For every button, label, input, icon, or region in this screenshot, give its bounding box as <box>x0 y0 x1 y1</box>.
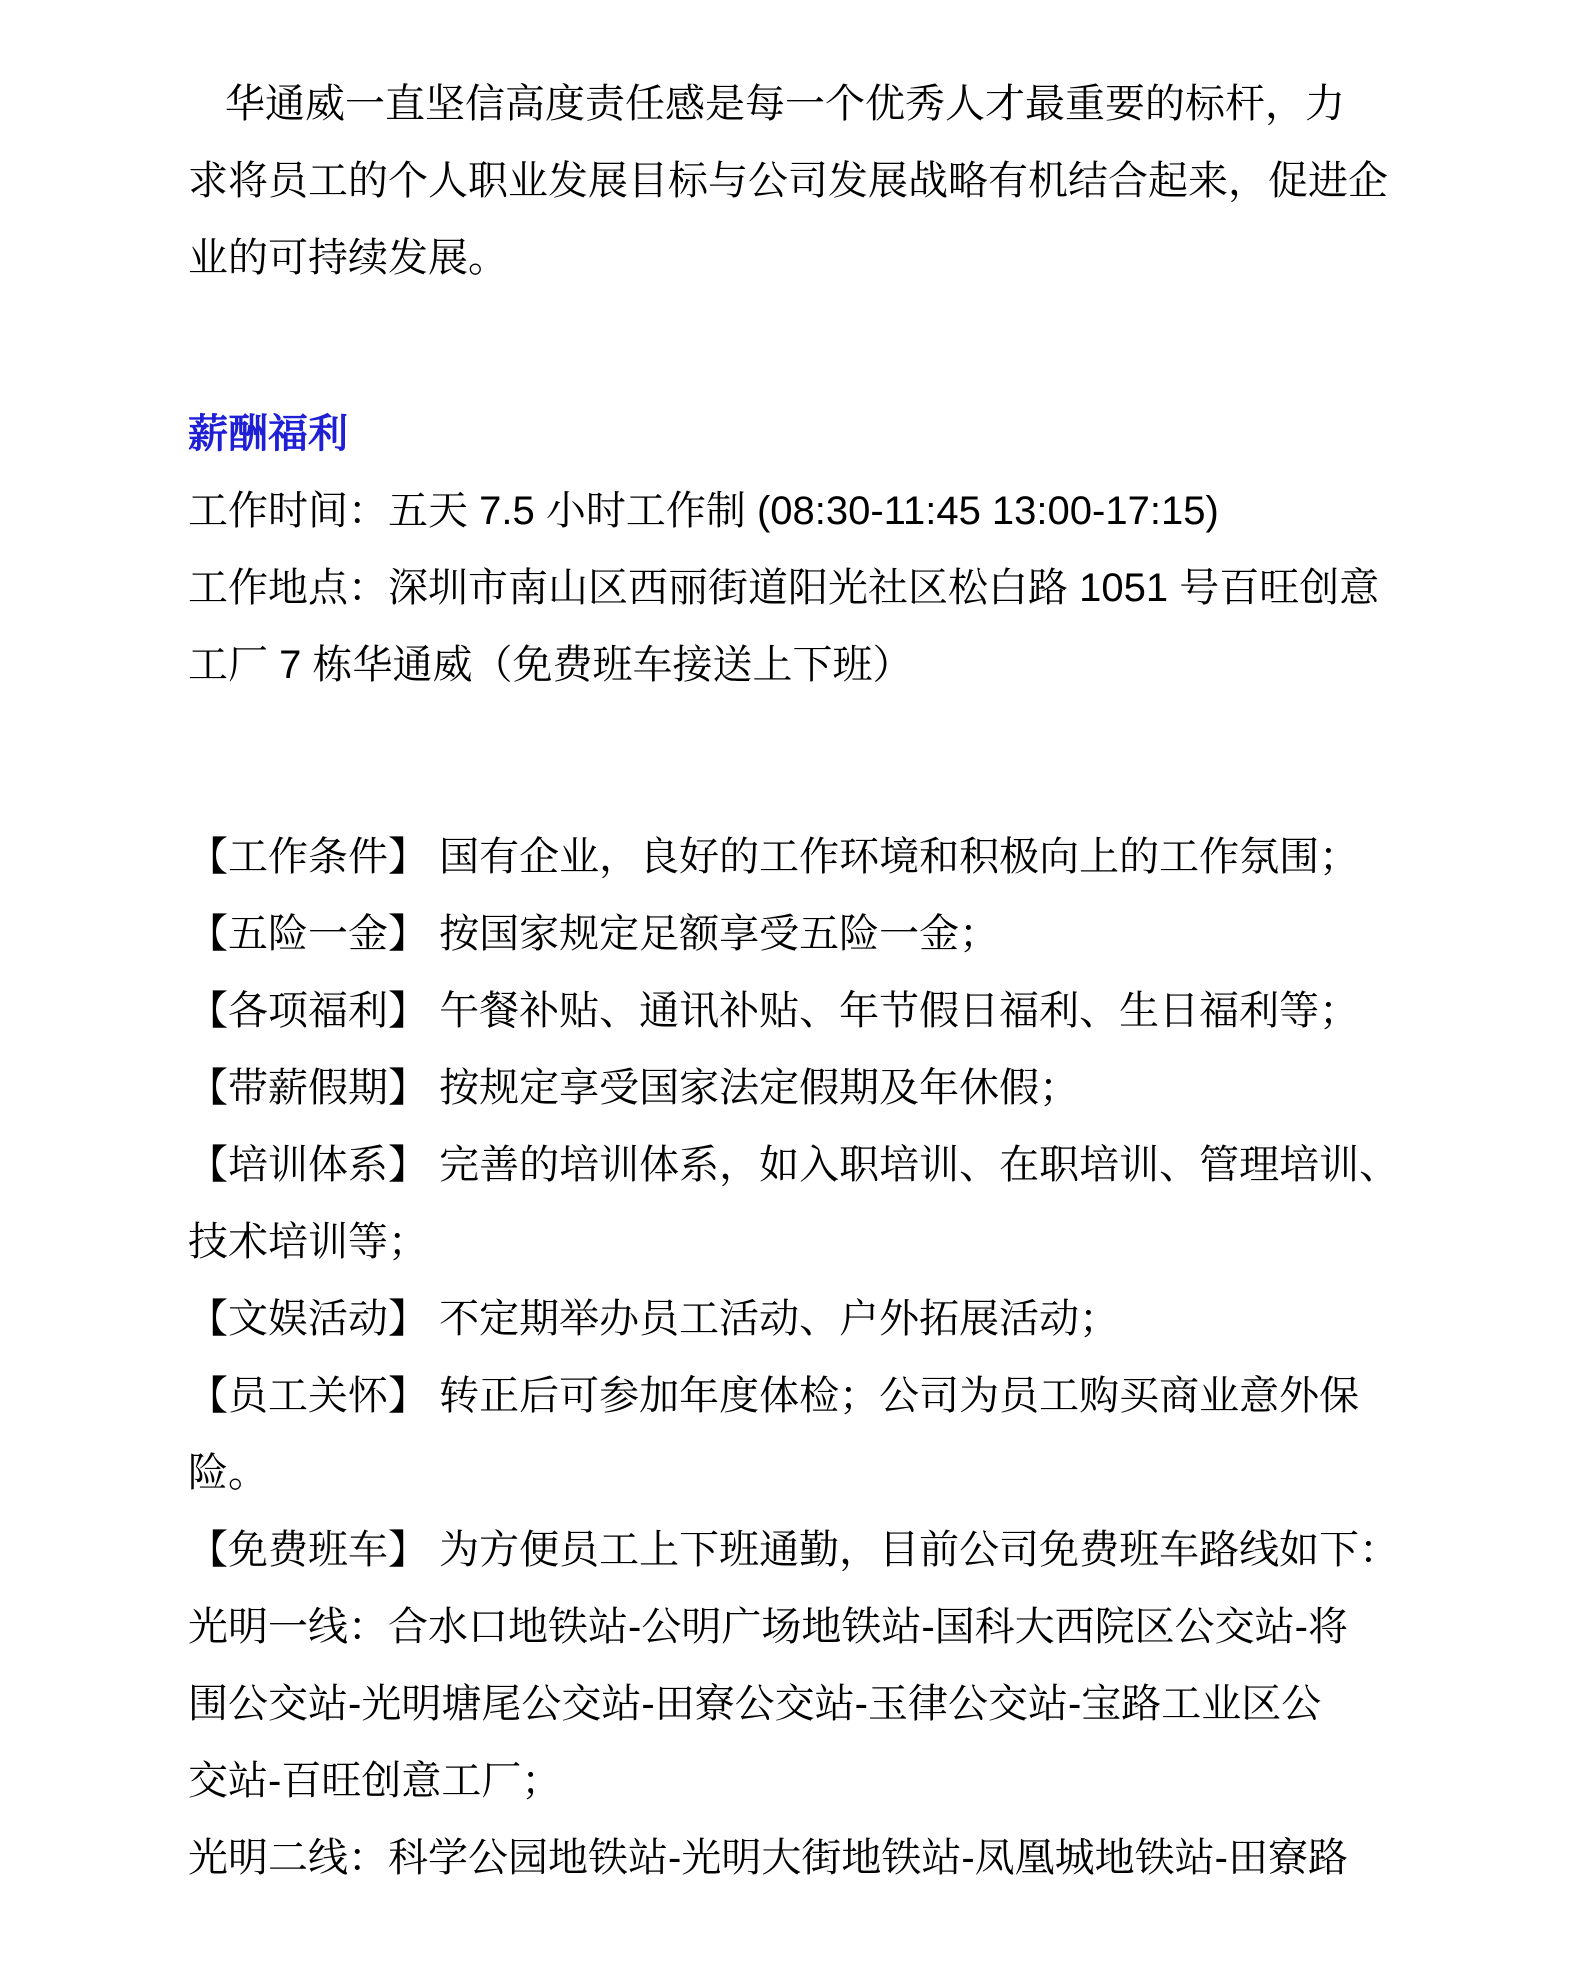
text-line: 交站-百旺创意工厂； <box>188 1759 562 1803</box>
text-line: 【带薪假期】 按规定享受国家法定假期及年休假； <box>188 1066 1080 1110</box>
paragraph-spacer <box>188 704 1403 819</box>
text-line: 险。 <box>188 1451 268 1495</box>
text-line: 技术培训等； <box>188 1220 428 1264</box>
text-line: 工作地点：深圳市南山区西丽街道阳光社区松白路 1051 号百旺创意 <box>188 566 1380 610</box>
text-line: 业的可持续发展。 <box>188 236 508 280</box>
document-page <box>188 66 1403 1897</box>
text-line: 【免费班车】 为方便员工上下班通勤，目前公司免费班车路线如下： <box>188 1528 1400 1572</box>
text-line: 工作时间：五天 7.5 小时工作制 (08:30-11:45 13:00-17:15) <box>188 489 1219 533</box>
text-line: 工厂 7 栋华通威（免费班车接送上下班） <box>188 643 913 687</box>
section-heading: 薪酬福利 <box>188 412 348 456</box>
text-line: 【五险一金】 按国家规定足额享受五险一金； <box>188 912 1000 956</box>
text-line: 光明一线：合水口地铁站-公明广场地铁站-国科大西院区公交站-将 <box>188 1605 1348 1649</box>
text-line: 光明二线：科学公园地铁站-光明大街地铁站-凤凰城地铁站-田寮路 <box>188 1836 1348 1880</box>
text-line: 【工作条件】 国有企业，良好的工作环境和积极向上的工作氛围； <box>188 835 1360 879</box>
text-line: 华通威一直坚信高度责任感是每一个优秀人才最重要的标杆，力 <box>225 82 1345 126</box>
document-body <box>188 66 1403 1897</box>
paragraph-spacer <box>188 297 1403 396</box>
text-line: 求将员工的个人职业发展目标与公司发展战略有机结合起来，促进企 <box>188 159 1388 203</box>
text-line: 围公交站-光明塘尾公交站-田寮公交站-玉律公交站-宝路工业区公 <box>188 1682 1322 1726</box>
text-line: 【各项福利】 午餐补贴、通讯补贴、年节假日福利、生日福利等； <box>188 989 1360 1033</box>
text-line: 【员工关怀】 转正后可参加年度体检；公司为员工购买商业意外保 <box>188 1374 1360 1418</box>
text-line: 【培训体系】 完善的培训体系，如入职培训、在职培训、管理培训、 <box>188 1143 1400 1187</box>
text-line: 【文娱活动】 不定期举办员工活动、户外拓展活动； <box>188 1297 1120 1341</box>
